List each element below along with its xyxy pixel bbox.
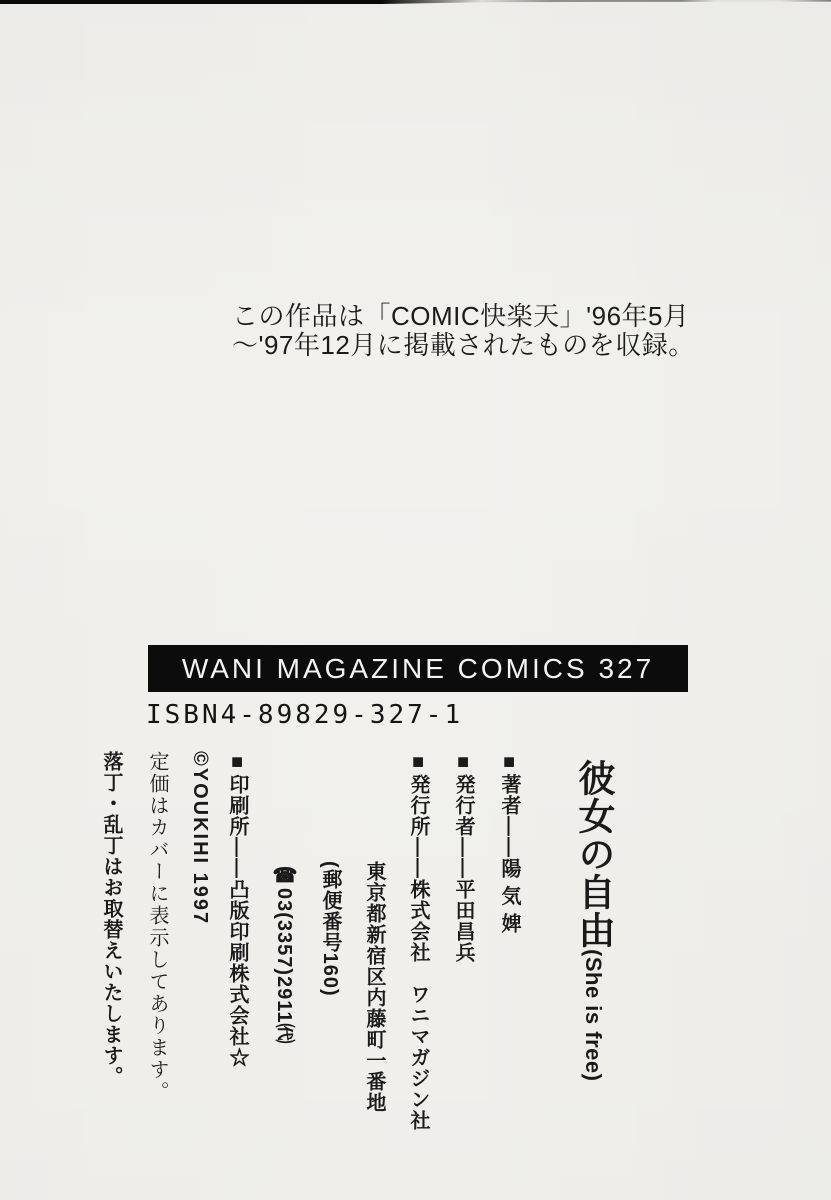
scan-edge-artifact	[0, 0, 831, 4]
phone-number: 03(3357)2911㈹	[273, 888, 295, 1045]
colophon-block	[97, 751, 620, 1131]
copyright-line: ©YOUKIHI 1997	[189, 751, 211, 926]
postal-code-line: (郵便番号160)	[319, 861, 341, 997]
publisher-address-line: 東京都新宿区内藤町一番地	[363, 861, 385, 1113]
series-banner-text: WANI MAGAZINE COMICS 327	[181, 652, 655, 684]
serialization-notice	[232, 302, 695, 360]
defect-note-line: 落丁・乱丁はお取替えいたします。	[100, 751, 122, 1087]
book-title-japanese: 彼女の自由	[573, 759, 614, 949]
series-banner	[148, 645, 688, 692]
publisher-company-line: ■発行所——株式会社 ワニマガジン社	[407, 751, 429, 1131]
author-line: ■著者——陽 気 婢	[498, 751, 520, 935]
printer-line: ■印刷所——凸版印刷株式会社☆	[226, 751, 248, 1068]
phone-icon: ☎	[273, 863, 295, 888]
book-title	[566, 751, 620, 1096]
serialization-notice-line1: この作品は「COMIC快楽天」'96年5月	[232, 301, 690, 331]
serialization-notice-line2: ～'97年12月に掲載されたものを収録。	[232, 330, 695, 360]
phone-line	[272, 751, 307, 1096]
isbn-number: ISBN4-89829-327-1	[146, 700, 464, 730]
publisher-person-line: ■発行者——平田昌兵	[452, 751, 474, 963]
price-note-line: 定価はカバーに表示してあります。	[146, 751, 168, 1103]
book-title-english: (She is free)	[581, 949, 606, 1082]
